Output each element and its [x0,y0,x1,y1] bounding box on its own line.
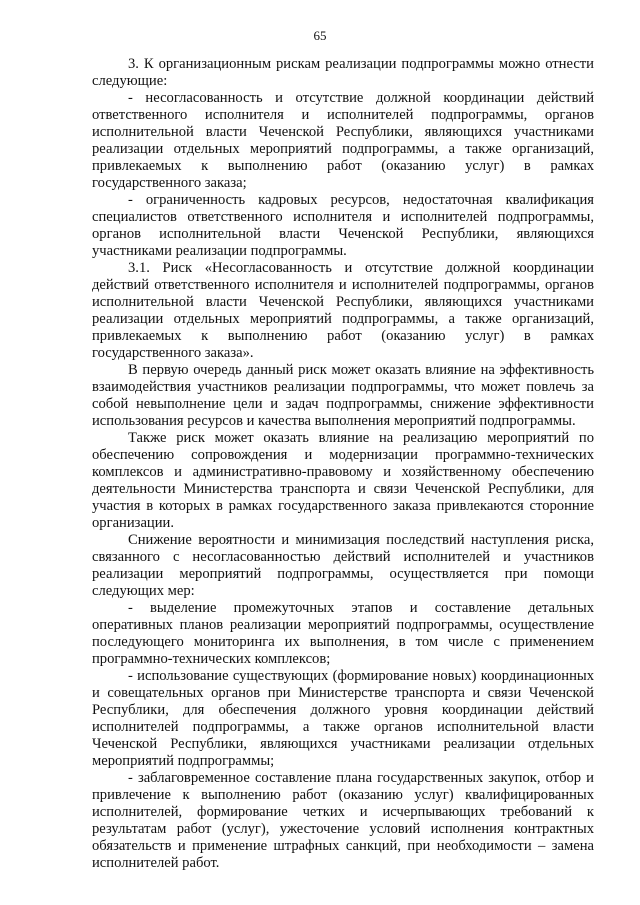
paragraph-also-impact: Также риск может оказать влияние на реализацию мероприятий по обеспечению сопровождения и модернизации программно-технических комплексов и административно-правовому и хозяйственному обеспечению деятельности Министерства транспорта и связи Чеченской Республики, для участия в которых в рамках государственного заказа привлекаются сторонние организации. [92,430,594,531]
paragraph-risk-3-1: 3.1. Риск «Несогласованность и отсутствие должной координации действий ответственного исполнителя и исполнителей подпрограммы, органов исполнительной власти Чеченской Республики, являющихся участниками реализации отдельных мероприятий подпрограммы, а также организаций, привлекаемых к выполнению работ (оказанию услуг) в рамках государственного заказа». [92,260,594,361]
paragraph-risks-intro: 3. К организационным рискам реализации подпрограммы можно отнести следующие: [92,56,594,89]
bullet-stages-plans: - выделение промежуточных этапов и составление детальных оперативных планов реализации мероприятий подпрограммы, осуществление последующего мониторинга их выполнения, в том числе с применением программно-технических комплексов; [92,600,594,667]
bullet-coordination-bodies: - использование существующих (формирование новых) координационных и совещательных органов при Министерстве транспорта и связи Чеченской Республики, для обеспечения должного уровня координации действий исполнителей подпрограммы, а также органов исполнительной власти Чеченской Республики, являющихся участниками реализации отдельных мероприятий подпрограммы; [92,668,594,769]
document-body [92,56,594,872]
bullet-inconsistency: - несогласованность и отсутствие должной координации действий ответственного исполнителя и исполнителей подпрограммы, органов исполнительной власти Чеченской Республики, являющихся участниками реализации отдельных мероприятий подпрограммы, а также организаций, привлекаемых к выполнению работ (оказанию услуг) в рамках государственного заказа; [92,90,594,191]
bullet-procurement-plan: - заблаговременное составление плана государственных закупок, отбор и привлечение к выполнению работ (оказанию услуг) квалифицированных исполнителей, формирование четких и исчерпывающих требований к результатам работ (услуг), ужесточение условий исполнения контрактных обязательств и применение штрафных санкций, при необходимости – замена исполнителей работ. [92,770,594,871]
page-number: 65 [313,28,327,43]
paragraph-mitigation-intro: Снижение вероятности и минимизация последствий наступления риска, связанного с несогласованностью действий исполнителей и участников реализации мероприятий подпрограммы, осуществляется при помощи следующих мер: [92,532,594,599]
bullet-limited-resources: - ограниченность кадровых ресурсов, недостаточная квалификация специалистов ответственного исполнителя и исполнителей подпрограммы, органов исполнительной власти Чеченской Республики, являющихся участниками реализации подпрограммы. [92,192,594,259]
paragraph-first-impact: В первую очередь данный риск может оказать влияние на эффективность взаимодействия участников реализации подпрограммы, что может повлечь за собой невыполнение цели и задач подпрограммы, снижение эффективности использования ресурсов и качества выполнения мероприятий подпрограммы. [92,362,594,429]
